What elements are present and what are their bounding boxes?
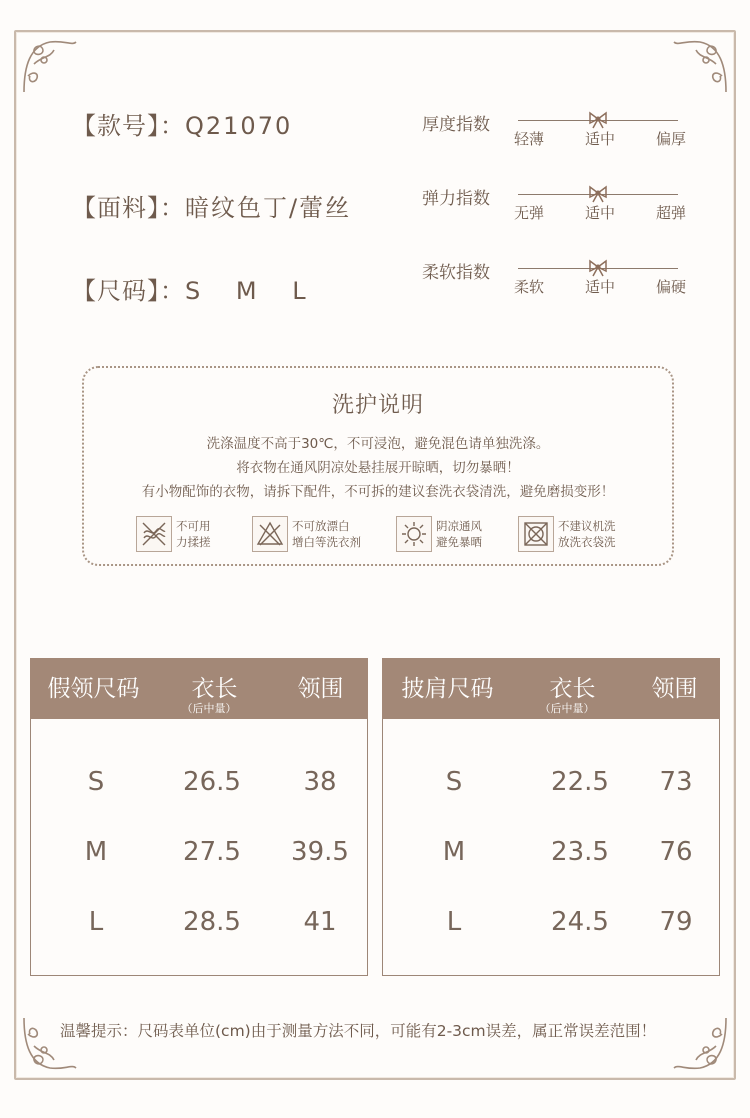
no-machine-wash-icon xyxy=(518,516,554,552)
table-cell: 27.5 xyxy=(183,837,241,867)
column-subheader: （后中量） xyxy=(539,701,595,715)
column-header: 领围 xyxy=(651,675,698,702)
shawl-size-table xyxy=(382,658,720,976)
care-item-text: 不可放漂白 xyxy=(292,519,350,533)
table-cell: 22.5 xyxy=(551,767,609,797)
table-cell: 23.5 xyxy=(551,837,609,867)
table-cell: L xyxy=(446,907,462,937)
care-item-text: 增白等洗衣剂 xyxy=(292,535,361,549)
table-cell: 24.5 xyxy=(551,907,609,937)
corner-ornament-icon xyxy=(670,36,730,96)
table-cell: 79 xyxy=(659,907,693,937)
care-item xyxy=(252,514,361,554)
bow-marker-icon xyxy=(587,184,609,204)
care-icons xyxy=(84,514,672,554)
thickness-index xyxy=(422,110,692,170)
table-cell: 39.5 xyxy=(291,837,349,867)
table-cell: M xyxy=(442,837,466,867)
care-item xyxy=(136,514,211,554)
index-tick: 偏厚 xyxy=(655,130,686,148)
care-line: 有小物配饰的衣物，请拆下配件，不可拆的建议套洗衣袋清洗，避免磨损变形！ xyxy=(141,484,615,500)
fabric-row xyxy=(72,188,351,223)
index-tick: 适中 xyxy=(584,204,615,222)
corner-ornament-icon xyxy=(20,36,80,96)
care-item-text: 阴凉通风 xyxy=(436,519,482,533)
index-tick: 偏硬 xyxy=(655,278,686,296)
index-tick: 柔软 xyxy=(514,278,545,296)
shade-dry-icon xyxy=(396,516,432,552)
bow-marker-icon xyxy=(587,110,609,130)
fabric-label: 【面料】： xyxy=(72,194,185,222)
care-item-text: 不可用 xyxy=(176,519,211,533)
care-title: 洗护说明 xyxy=(331,393,424,418)
size-row xyxy=(72,271,320,306)
model-label: 【款号】： xyxy=(72,112,185,140)
table-cell: L xyxy=(88,907,104,937)
column-header: 衣长 xyxy=(191,675,238,702)
care-item-text: 放洗衣袋洗 xyxy=(558,535,616,549)
table-cell: S xyxy=(87,767,105,797)
column-header: 衣长 xyxy=(549,675,596,702)
care-instructions-box xyxy=(82,366,674,566)
column-subheader: （后中量） xyxy=(181,701,237,715)
size-tip: 温馨提示：尺码表单位(cm)由于测量方法不同，可能有2-3cm误差，属正常误差范围！ xyxy=(60,1022,657,1040)
index-label: 柔软指数 xyxy=(422,263,490,283)
care-item-text: 不建议机洗 xyxy=(558,519,616,533)
size-label: 【尺码】： xyxy=(72,277,185,305)
index-tick: 适中 xyxy=(584,130,615,148)
fabric-value: 暗纹色丁/蕾丝 xyxy=(185,194,352,222)
table-cell: 26.5 xyxy=(183,767,241,797)
table-cell: 76 xyxy=(659,837,693,867)
bow-marker-icon xyxy=(587,258,609,278)
care-item-text: 避免暴晒 xyxy=(436,535,482,549)
care-line: 洗涤温度不高于30℃，不可浸泡，避免混色请单独洗涤。 xyxy=(206,436,550,452)
table-cell: 41 xyxy=(303,907,337,937)
table-header xyxy=(30,658,368,719)
index-tick: 轻薄 xyxy=(514,130,545,148)
column-header: 假领尺码 xyxy=(47,675,140,702)
care-item xyxy=(518,514,616,554)
index-tick: 适中 xyxy=(584,278,615,296)
collar-size-table xyxy=(30,658,368,976)
index-label: 厚度指数 xyxy=(422,115,490,135)
care-item xyxy=(396,514,482,554)
table-header xyxy=(382,658,720,719)
table-cell: 28.5 xyxy=(183,907,241,937)
size-value: S M L xyxy=(185,277,320,305)
index-tick: 超弹 xyxy=(655,204,686,222)
column-header: 披肩尺码 xyxy=(401,675,494,702)
table-cell: 73 xyxy=(659,767,693,797)
index-tick: 无弹 xyxy=(514,204,545,222)
elasticity-index xyxy=(422,184,692,244)
table-cell: 38 xyxy=(303,767,337,797)
softness-index xyxy=(422,258,692,318)
corner-ornament-icon xyxy=(670,1014,730,1074)
care-line: 将衣物在通风阴凉处悬挂展开晾晒，切勿暴晒！ xyxy=(236,460,520,476)
model-row xyxy=(72,106,292,141)
care-item-text: 力揉搓 xyxy=(176,535,211,549)
column-header: 领围 xyxy=(297,675,344,702)
table-cell: S xyxy=(445,767,463,797)
index-label: 弹力指数 xyxy=(422,189,490,209)
table-cell: M xyxy=(84,837,108,867)
no-bleach-icon xyxy=(252,516,288,552)
no-rub-icon xyxy=(136,516,172,552)
model-value: Q21070 xyxy=(185,112,293,140)
